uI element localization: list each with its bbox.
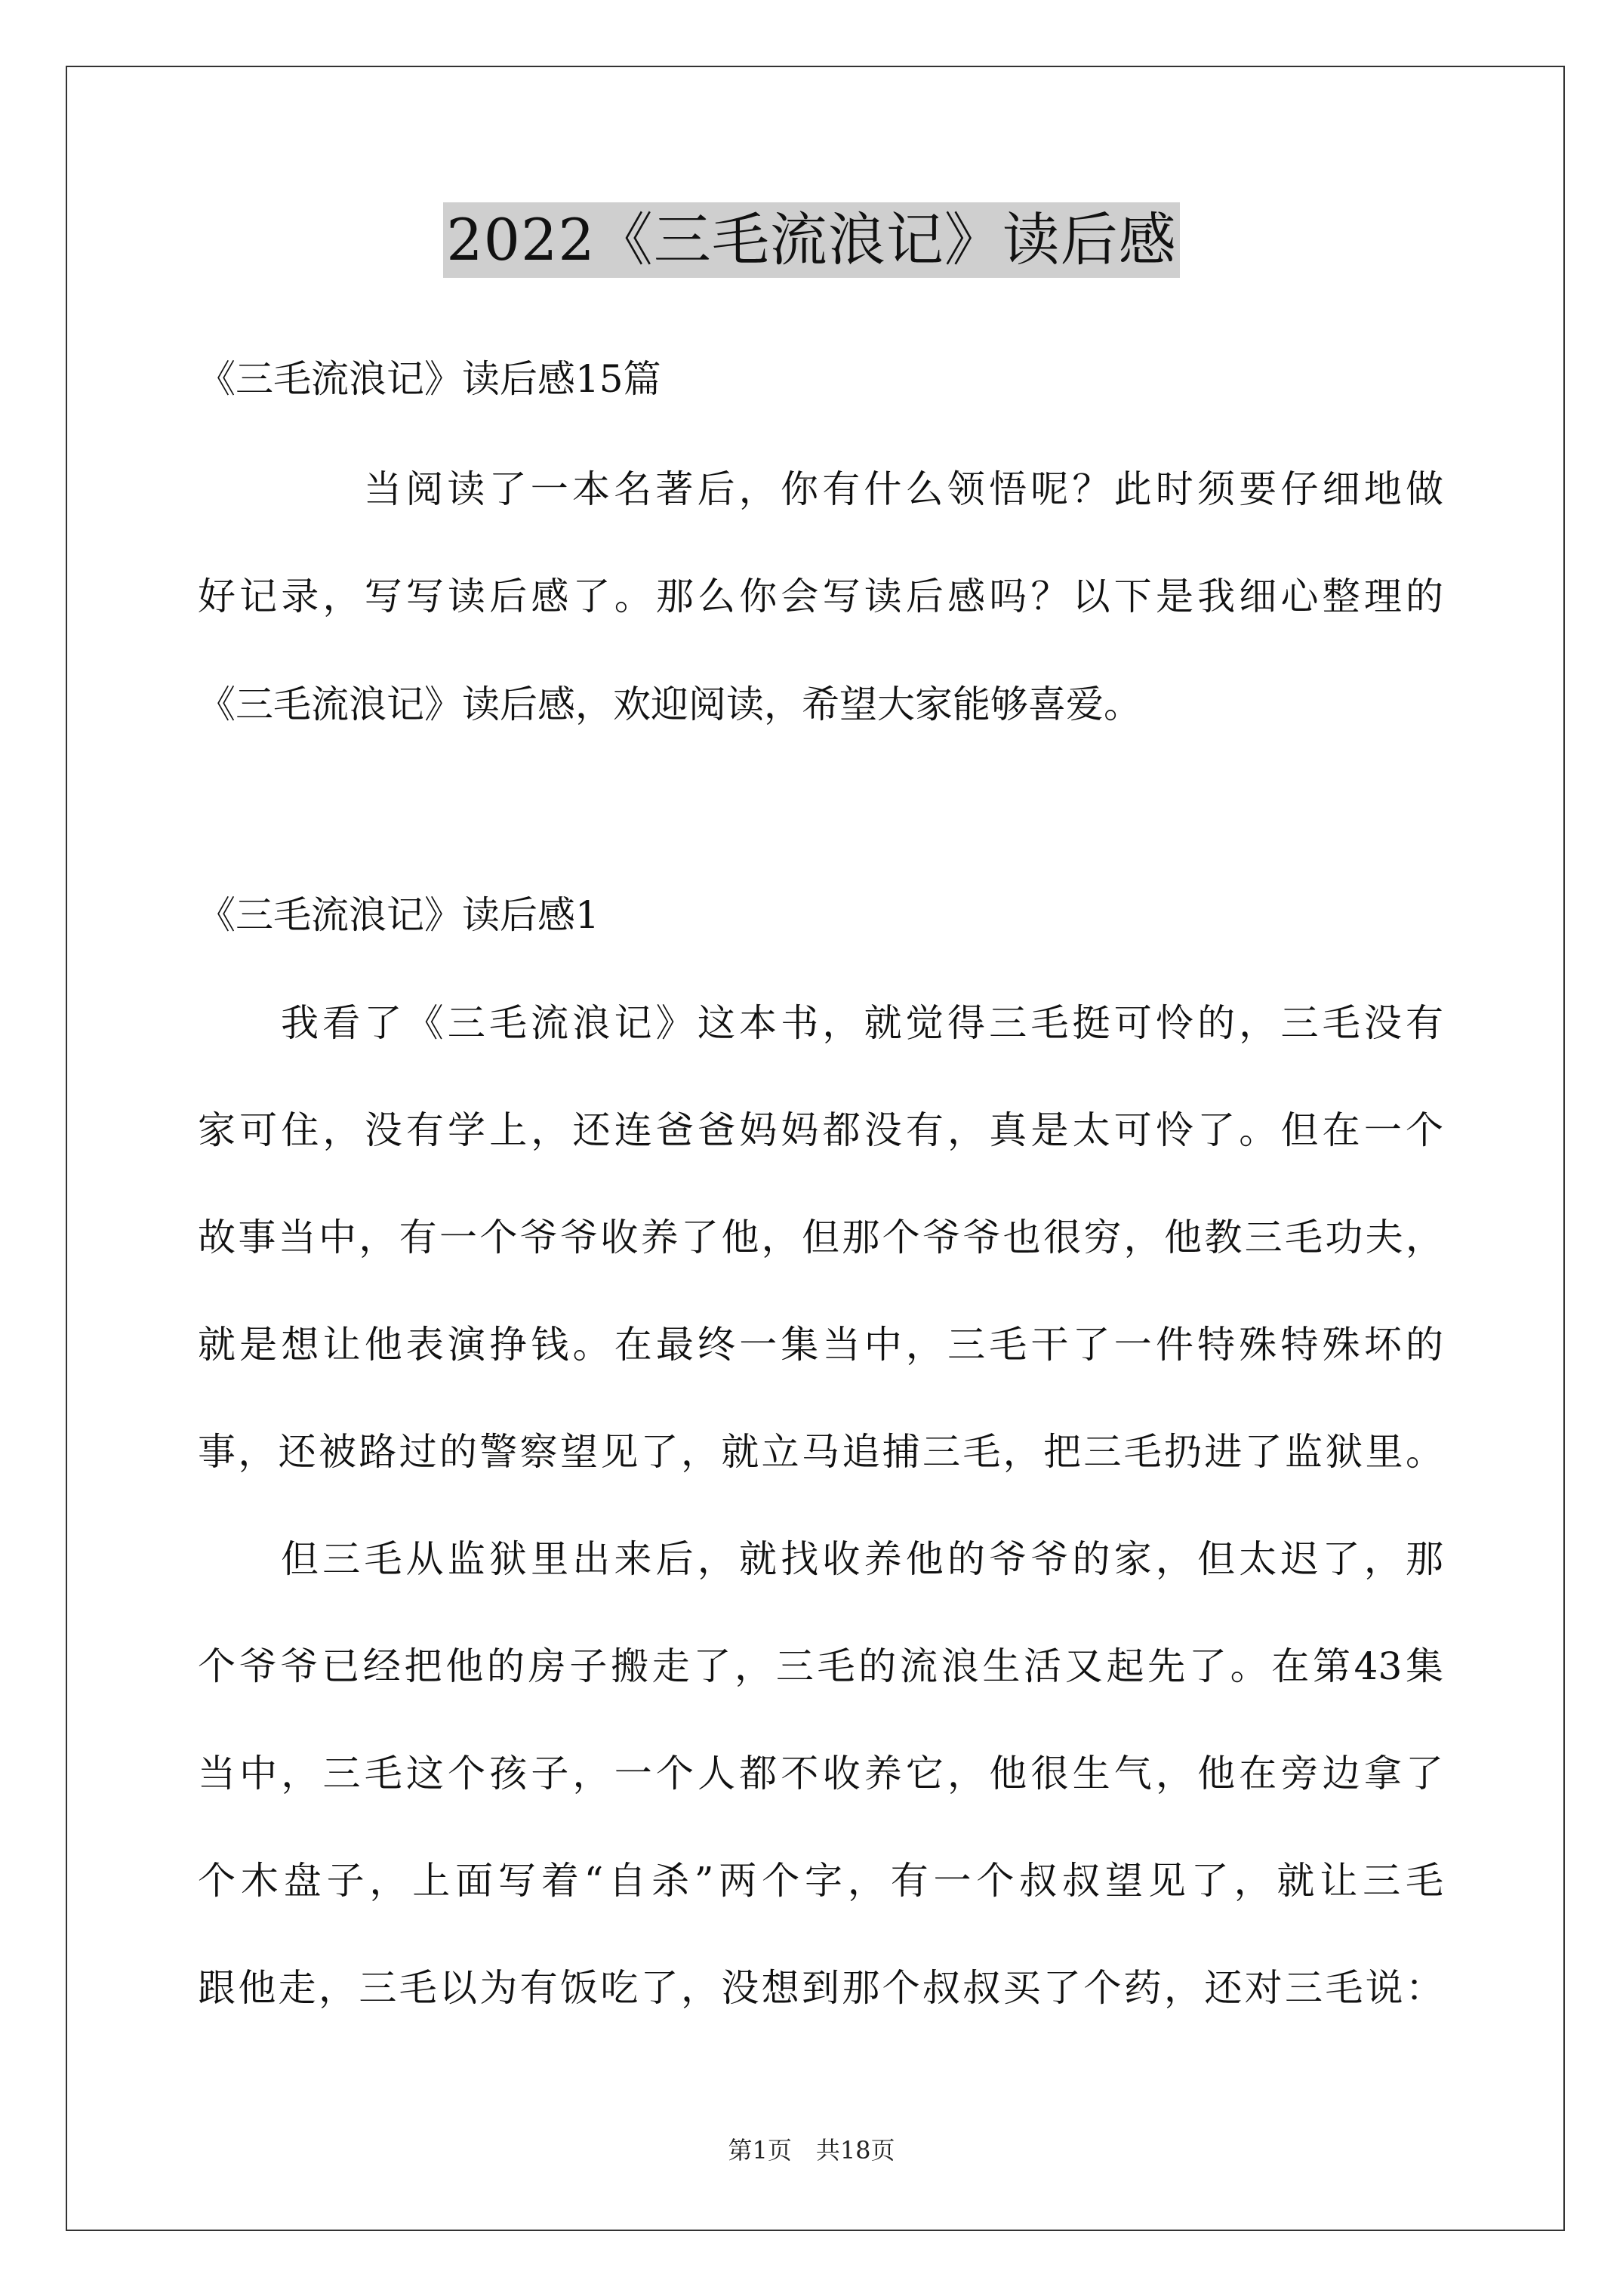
section-heading: 《三毛流浪记》读后感1 (198, 893, 599, 937)
title-container (0, 202, 1623, 278)
paragraph-line: 故事当中，有一个爷爷收养了他，但那个爷爷也很穷，他教三毛功夫， (198, 1216, 1443, 1259)
document-subtitle: 《三毛流浪记》读后感15篇 (198, 357, 661, 401)
intro-line: 《三毛流浪记》读后感，欢迎阅读，希望大家能够喜爱。 (198, 683, 1141, 726)
paragraph-line: 但三毛从监狱里出来后，就找收养他的爷爷的家，但太迟了，那 (281, 1537, 1443, 1581)
paragraph-line: 个爷爷已经把他的房子搬走了，三毛的流浪生活又起先了。在第43集 (198, 1644, 1443, 1688)
paragraph-line: 家可住，没有学上，还连爸爸妈妈都没有，真是太可怜了。但在一个 (198, 1108, 1443, 1152)
paragraph-line: 跟他走，三毛以为有饭吃了，没想到那个叔叔买了个药，还对三毛说： (198, 1966, 1443, 2010)
document-title: 2022《三毛流浪记》读后感 (443, 202, 1179, 278)
paragraph-line: 个木盘子，上面写着“自杀”两个字，有一个叔叔望见了，就让三毛 (198, 1859, 1443, 1903)
paragraph-line: 我看了《三毛流浪记》这本书，就觉得三毛挺可怜的，三毛没有 (281, 1001, 1443, 1045)
intro-line: 好记录，写写读后感了。那么你会写读后感吗？以下是我细心整理的 (198, 575, 1443, 618)
paragraph-line: 当中，三毛这个孩子，一个人都不收养它，他很生气，他在旁边拿了 (198, 1752, 1443, 1795)
paragraph-line: 事，还被路过的警察望见了，就立马追捕三毛，把三毛扔进了监狱里。 (198, 1430, 1443, 1474)
intro-line: 当阅读了一本名著后，你有什么领悟呢？此时须要仔细地做 (364, 467, 1443, 511)
paragraph-line: 就是想让他表演挣钱。在最终一集当中，三毛干了一件特殊特殊坏的 (198, 1323, 1443, 1367)
page-footer: 第1页 共18页 (728, 2136, 895, 2165)
